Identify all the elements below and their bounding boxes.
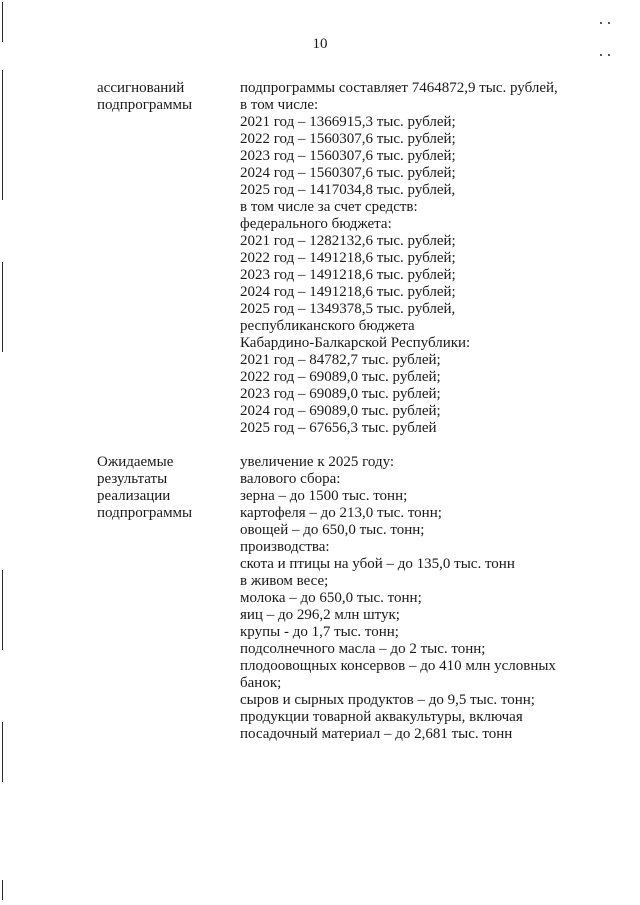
content-line: зерна – до 1500 тыс. тонн; [240,488,408,504]
content-line: 2025 год – 1349378,5 тыс. рублей, [240,301,456,317]
scan-edge-mark [2,880,3,900]
section-content [240,80,560,437]
section-label [97,80,222,114]
content-line: 2021 год – 1366915,3 тыс. рублей; [240,114,456,130]
content-line: 2023 год – 1491218,6 тыс. рублей; [240,267,456,283]
label-line: ассигнований [97,80,185,96]
content-line: 2022 год – 1491218,6 тыс. рублей; [240,250,456,266]
content-line: сыров и сырных продуктов – до 9,5 тыс. тонн; [240,692,535,708]
scan-edge-mark [2,2,3,42]
content-line: 2023 год – 69089,0 тыс. рублей; [240,386,441,402]
label-line: Ожидаемые [97,454,174,470]
content-line: 2024 год – 1560307,6 тыс. рублей; [240,165,456,181]
label-line: результаты [97,471,168,487]
scan-edge-mark [2,570,3,650]
scan-dot [608,54,610,56]
content-line: федерального бюджета: [240,216,392,232]
scan-edge-mark [2,262,3,352]
content-line: 2024 год – 69089,0 тыс. рублей; [240,403,441,419]
content-line: валового сбора: [240,471,341,487]
content-line: молока – до 650,0 тыс. тонн; [240,590,422,606]
content-line: подпрограммы составляет 7464872,9 тыс. рублей, [240,80,558,96]
content-line: 2024 год – 1491218,6 тыс. рублей; [240,284,456,300]
label-line: реализации [97,488,171,504]
content-line: продукции товарной аквакультуры, включая [240,709,523,725]
content-line: 2021 год – 1282132,6 тыс. рублей; [240,233,456,249]
content-line: подсолнечного масла – до 2 тыс. тонн; [240,641,486,657]
label-line: подпрограммы [97,97,193,113]
content-line: 2025 год – 67656,3 тыс. рублей [240,420,437,436]
content-line: банок; [240,675,282,691]
section-content [240,454,560,743]
content-line: овощей – до 650,0 тыс. тонн; [240,522,425,538]
content-line: Кабардино-Балкарской Республики: [240,335,471,351]
content-line: крупы - до 1,7 тыс. тонн; [240,624,399,640]
content-line: яиц – до 296,2 млн штук; [240,607,400,623]
content-line: посадочный материал – до 2,681 тыс. тонн [240,726,513,742]
content-line: увеличение к 2025 году: [240,454,395,470]
scan-dot [608,22,610,24]
content-line: скота и птицы на убой – до 135,0 тыс. тонн [240,556,515,572]
scan-edge-mark [2,70,3,200]
content-line: 2025 год – 1417034,8 тыс. рублей, [240,182,456,198]
section-label [97,454,222,522]
content-line: 2022 год – 69089,0 тыс. рублей; [240,369,441,385]
content-line: производства: [240,539,330,555]
content-line: республиканского бюджета [240,318,415,334]
scan-edge-mark [2,722,3,782]
content-line: картофеля – до 213,0 тыс. тонн; [240,505,442,521]
content-line: в том числе: [240,97,319,113]
content-line: в живом весе; [240,573,329,589]
content-line: плодоовощных консервов – до 410 млн условных [240,658,556,674]
scan-dot [600,54,602,56]
scan-dot [600,22,602,24]
content-line: в том числе за счет средств: [240,199,418,215]
label-line: подпрограммы [97,505,193,521]
page-number: 10 [312,36,328,52]
content-line: 2021 год – 84782,7 тыс. рублей; [240,352,441,368]
content-line: 2023 год – 1560307,6 тыс. рублей; [240,148,456,164]
content-line: 2022 год – 1560307,6 тыс. рублей; [240,131,456,147]
